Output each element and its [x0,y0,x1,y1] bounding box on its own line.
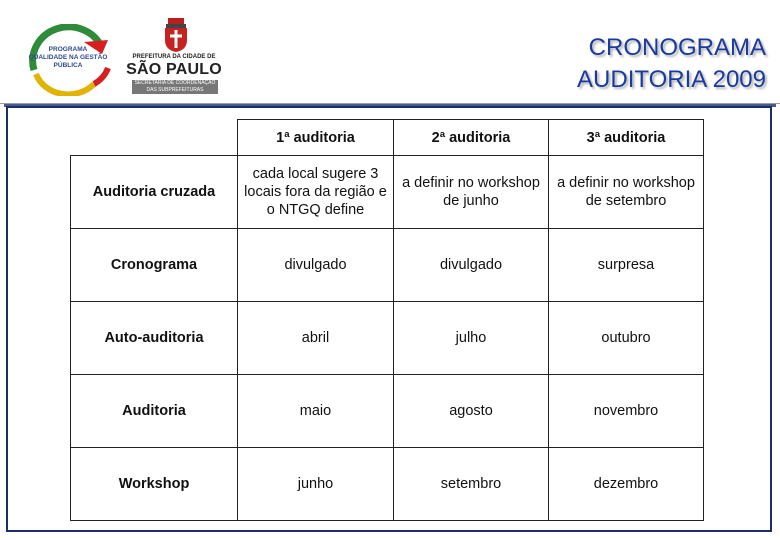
table-cell: novembro [549,375,704,448]
header [0,0,780,104]
table-cell: julho [394,302,549,375]
table-cell: outubro [549,302,704,375]
column-header: 2ª auditoria [394,120,549,156]
row-label: Auditoria [71,375,238,448]
column-header: 1ª auditoria [238,120,394,156]
table-cell: setembro [394,448,549,521]
table-cell: dezembro [549,448,704,521]
table-cell: a definir no workshop de setembro [549,156,704,229]
table-row [71,302,704,375]
city-crest-icon [162,18,190,52]
table-row [71,375,704,448]
programa-line2: QUALIDADE NA GESTÃO [28,54,108,61]
title-line2: AUDITORIA 2009 [577,66,766,93]
table-row [71,156,704,229]
table-header-row [71,120,704,156]
row-label: Cronograma [71,229,238,302]
table-cell: cada local sugere 3 locais fora da região e o NTGQ define [238,156,394,229]
table-cell: divulgado [238,229,394,302]
programa-line3: PÚBLICA [53,62,83,69]
column-header: 3ª auditoria [549,120,704,156]
table-cell: maio [238,375,394,448]
table-cell: a definir no workshop de junho [394,156,549,229]
programa-line1: PROGRAMA [48,46,88,53]
table-row [71,229,704,302]
sao-paulo-name: SÃO PAULO [126,61,222,78]
prefeitura-label: PREFEITURA DA CIDADE DE [132,54,216,60]
table-cell: divulgado [394,229,549,302]
secretaria-label [132,80,218,94]
table-row [71,448,704,521]
table-cell: surpresa [549,229,704,302]
title-line1: CRONOGRAMA [588,34,766,61]
table-cell: junho [238,448,394,521]
table-cell: abril [238,302,394,375]
page-title [577,32,766,96]
logos [10,10,226,98]
sao-paulo-logo [122,18,226,98]
row-label: Auto-auditoria [71,302,238,375]
table-cell: agosto [394,375,549,448]
secretaria-line2: DAS SUBPREFEITURAS [146,87,204,93]
row-label: Workshop [71,448,238,521]
secretaria-line1: SECRETARIA DE COORDENAÇÃO [134,80,216,86]
programa-logo-text [24,46,112,70]
schedule-table [70,119,704,521]
corner-cell [71,120,238,156]
row-label: Auditoria cruzada [71,156,238,229]
